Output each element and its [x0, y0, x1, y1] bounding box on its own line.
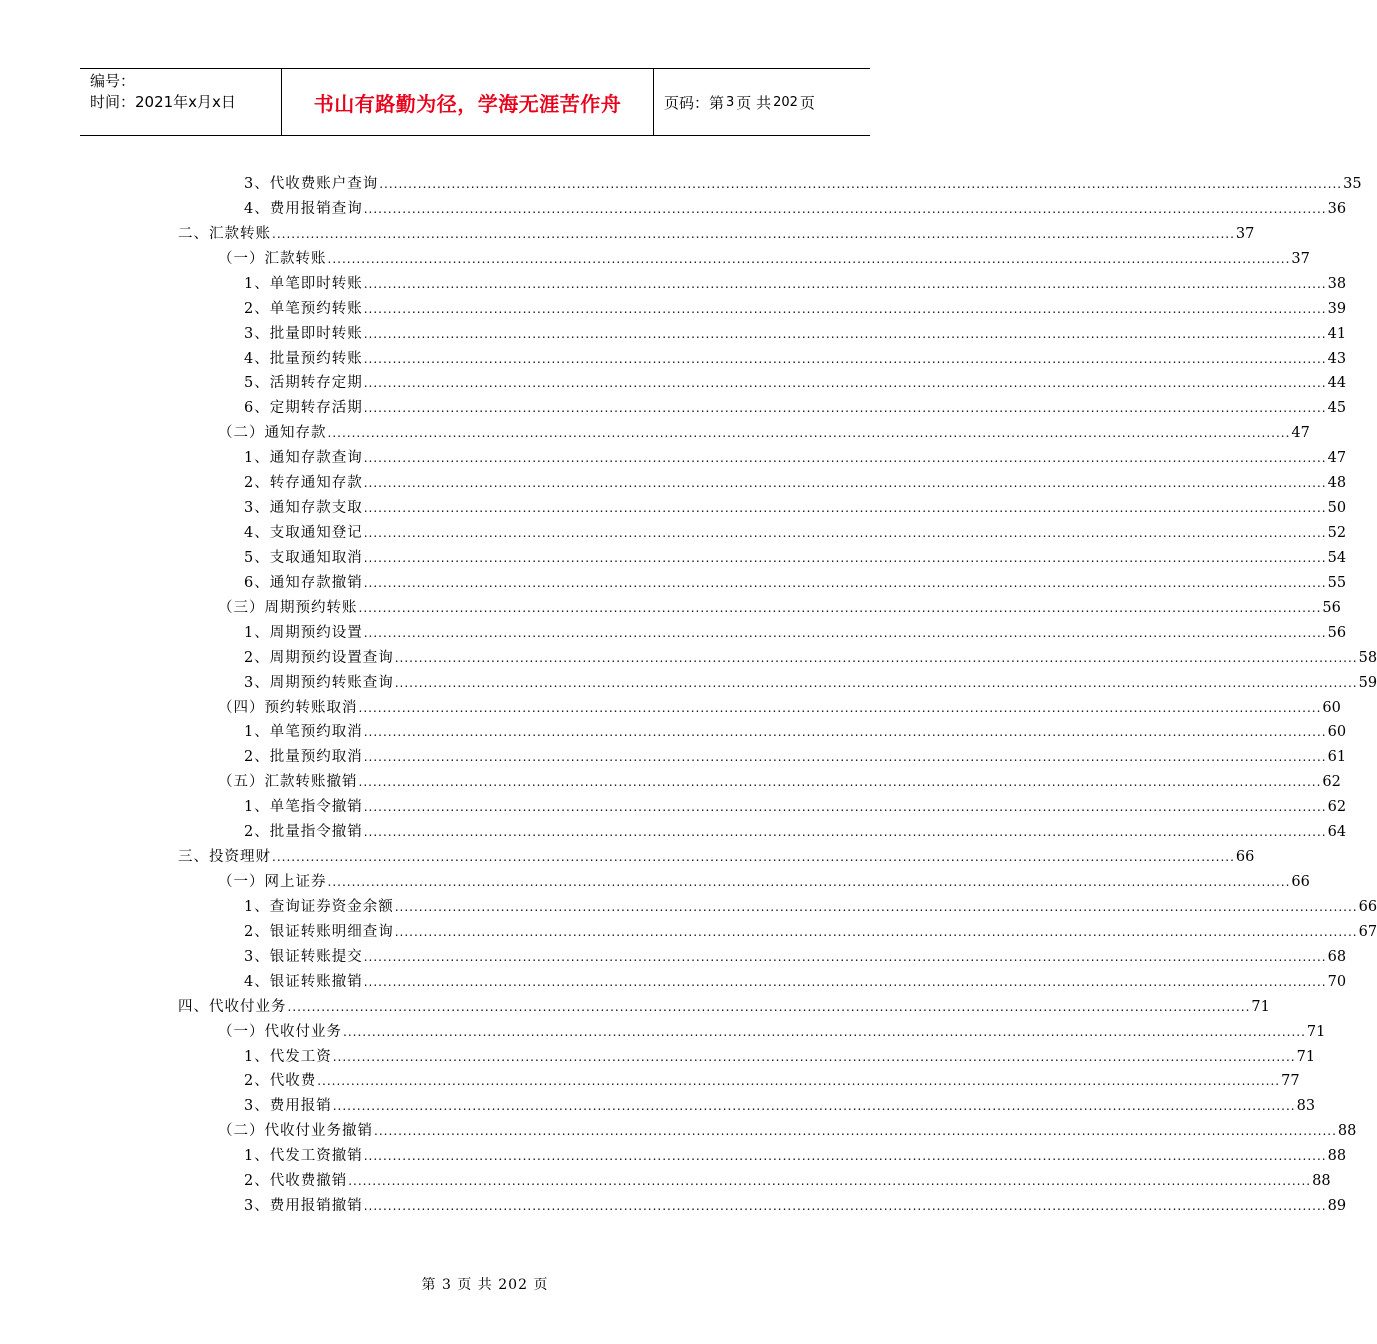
toc-entry-page: 60 — [1322, 699, 1341, 716]
toc-entry-page: 59 — [1358, 674, 1377, 691]
toc-entry-page: 88 — [1337, 1123, 1357, 1140]
toc-entry-label: （三）周期预约转账 — [218, 599, 358, 616]
toc-entry[interactable] — [244, 272, 1347, 297]
toc-entry-label: 2、代收费撤销 — [244, 1173, 348, 1190]
toc-leader-dots: ........................................................................................................................................................................................................ — [363, 451, 1327, 466]
toc-entry-label: （二）代收付业务撤销 — [218, 1123, 373, 1140]
toc-entry[interactable] — [218, 1119, 1357, 1144]
toc-leader-dots: ........................................................................................................................................................................................................ — [358, 775, 1322, 790]
toc-entry[interactable] — [244, 621, 1347, 646]
toc-entry-page: 43 — [1327, 350, 1347, 367]
toc-leader-dots: ........................................................................................................................................................................................................ — [272, 850, 1235, 865]
toc-entry-label: 2、批量预约取消 — [244, 749, 363, 766]
toc-entry-page: 71 — [1251, 998, 1270, 1015]
header-page-suffix: 页 — [799, 93, 815, 112]
toc-entry-page: 77 — [1281, 1073, 1300, 1090]
toc-entry[interactable] — [244, 720, 1347, 745]
document-number-label: 编号： — [90, 72, 136, 90]
toc-entry-page: 88 — [1312, 1173, 1331, 1190]
toc-entry[interactable] — [218, 1020, 1326, 1045]
toc-entry-label: （一）汇款转账 — [218, 250, 327, 267]
toc-leader-dots: ........................................................................................................................................................................................................ — [332, 1049, 1296, 1064]
toc-entry[interactable] — [244, 671, 1377, 696]
toc-entry-label: 3、批量即时转账 — [244, 325, 363, 342]
toc-entry-label: 3、银证转账提交 — [244, 948, 363, 965]
toc-entry-page: 60 — [1327, 724, 1347, 741]
toc-leader-dots: ........................................................................................................................................................................................................ — [363, 1199, 1327, 1214]
toc-entry[interactable] — [244, 297, 1347, 322]
toc-entry[interactable] — [218, 696, 1341, 721]
toc-entry[interactable] — [244, 945, 1347, 970]
toc-leader-dots: ........................................................................................................................................................................................................ — [394, 675, 1358, 690]
header-page-cell — [654, 69, 870, 135]
toc-leader-dots: ........................................................................................................................................................................................................ — [363, 526, 1327, 541]
toc-entry-label: 3、周期预约转账查询 — [244, 674, 394, 691]
toc-entry[interactable] — [244, 446, 1347, 471]
toc-entry[interactable] — [178, 845, 1255, 870]
toc-leader-dots: ........................................................................................................................................................................................................ — [394, 924, 1358, 939]
toc-leader-dots: ........................................................................................................................................................................................................ — [394, 899, 1358, 914]
toc-entry[interactable] — [244, 521, 1347, 546]
toc-leader-dots: ........................................................................................................................................................................................................ — [363, 326, 1327, 341]
toc-entry-label: 4、银证转账撤销 — [244, 973, 363, 990]
toc-leader-dots: ........................................................................................................................................................................................................ — [363, 1149, 1327, 1164]
footer-total-pages: 202 — [498, 1277, 528, 1293]
toc-leader-dots: ........................................................................................................................................................................................................ — [358, 600, 1322, 615]
toc-entry[interactable] — [218, 870, 1310, 895]
toc-entry[interactable] — [244, 172, 1362, 197]
toc-leader-dots: ........................................................................................................................................................................................................ — [327, 251, 1291, 266]
toc-entry[interactable] — [244, 1169, 1331, 1194]
toc-entry[interactable] — [178, 222, 1255, 247]
toc-entry-page: 45 — [1327, 400, 1347, 417]
toc-entry-label: 5、活期转存定期 — [244, 375, 363, 392]
toc-leader-dots: ........................................................................................................................................................................................................ — [374, 1124, 1337, 1139]
toc-entry-label: 3、费用报销撤销 — [244, 1198, 363, 1215]
toc-leader-dots: ........................................................................................................................................................................................................ — [363, 949, 1327, 964]
toc-entry-label: 1、单笔预约取消 — [244, 724, 363, 741]
toc-entry-label: 2、单笔预约转账 — [244, 300, 363, 317]
toc-entry[interactable] — [244, 920, 1377, 945]
toc-entry-page: 44 — [1327, 375, 1347, 392]
toc-entry-label: 1、通知存款查询 — [244, 450, 363, 467]
toc-entry-label: （一）网上证券 — [218, 874, 327, 891]
toc-entry-label: 4、支取通知登记 — [244, 525, 363, 542]
toc-entry-label: 1、代发工资撤销 — [244, 1148, 363, 1165]
header-page-current: 3 — [726, 94, 735, 110]
toc-entry[interactable] — [244, 347, 1347, 372]
toc-entry-page: 89 — [1327, 1198, 1347, 1215]
toc-entry[interactable] — [244, 795, 1347, 820]
toc-leader-dots: ........................................................................................................................................................................................................ — [363, 351, 1327, 366]
toc-entry-label: 1、周期预约设置 — [244, 624, 363, 641]
toc-entry-label: 4、费用报销查询 — [244, 200, 363, 217]
footer-current-page: 3 — [441, 1277, 452, 1293]
toc-entry[interactable] — [244, 1094, 1316, 1119]
toc-entry-label: 5、支取通知取消 — [244, 549, 363, 566]
toc-entry-label: 6、通知存款撤销 — [244, 574, 363, 591]
toc-entry-label: 2、周期预约设置查询 — [244, 649, 394, 666]
toc-entry-label: （二）通知存款 — [218, 425, 327, 442]
toc-entry[interactable] — [218, 247, 1310, 272]
toc-entry[interactable] — [244, 1045, 1316, 1070]
toc-entry[interactable] — [244, 820, 1347, 845]
toc-entry-page: 39 — [1327, 300, 1347, 317]
toc-leader-dots: ........................................................................................................................................................................................................ — [327, 426, 1291, 441]
toc-entry-label: 2、银证转账明细查询 — [244, 923, 394, 940]
page-footer — [0, 1274, 950, 1294]
toc-entry-label: 4、批量预约转账 — [244, 350, 363, 367]
toc-entry[interactable] — [244, 546, 1347, 571]
toc-leader-dots: ........................................................................................................................................................................................................ — [363, 625, 1327, 640]
toc-entry-page: 56 — [1322, 599, 1341, 616]
toc-entry-page: 47 — [1291, 425, 1310, 442]
toc-entry[interactable] — [244, 895, 1377, 920]
toc-leader-dots: ........................................................................................................................................................................................................ — [363, 725, 1327, 740]
toc-entry[interactable] — [244, 1069, 1300, 1094]
toc-leader-dots: ........................................................................................................................................................................................................ — [363, 800, 1327, 815]
document-time-label: 时间：2021年x月x日 — [90, 93, 236, 111]
toc-entry-label: 2、批量指令撤销 — [244, 824, 363, 841]
toc-entry-page: 38 — [1327, 275, 1347, 292]
toc-entry-label: （一）代收付业务 — [218, 1023, 342, 1040]
toc-entry[interactable] — [244, 371, 1347, 396]
toc-entry-page: 35 — [1343, 176, 1362, 192]
toc-leader-dots: ........................................................................................................................................................................................................ — [363, 476, 1327, 491]
toc-entry-label: 2、转存通知存款 — [244, 475, 363, 492]
toc-entry-label: 3、通知存款支取 — [244, 500, 363, 517]
toc-entry-label: 6、定期转存活期 — [244, 400, 363, 417]
toc-entry-label: （四）预约转账取消 — [218, 699, 358, 716]
toc-entry-page: 71 — [1306, 1023, 1326, 1040]
toc-leader-dots: ........................................................................................................................................................................................................ — [363, 376, 1327, 391]
toc-entry-page: 88 — [1327, 1148, 1347, 1165]
toc-entry-label: 1、单笔即时转账 — [244, 275, 363, 292]
toc-entry-page: 62 — [1327, 799, 1347, 816]
toc-entry[interactable] — [244, 496, 1347, 521]
toc-leader-dots: ........................................................................................................................................................................................................ — [272, 226, 1235, 241]
toc-entry-page: 71 — [1296, 1048, 1316, 1065]
toc-entry-page: 67 — [1358, 923, 1377, 940]
toc-entry-page: 70 — [1327, 973, 1347, 990]
toc-entry[interactable] — [178, 995, 1270, 1020]
toc-entry-label: 四、代收付业务 — [178, 998, 287, 1015]
toc-leader-dots: ........................................................................................................................................................................................................ — [317, 1074, 1281, 1089]
toc-entry-page: 66 — [1358, 898, 1377, 915]
toc-entry-page: 47 — [1327, 450, 1347, 467]
toc-entry-page: 62 — [1322, 774, 1341, 791]
toc-leader-dots: ........................................................................................................................................................................................................ — [358, 700, 1322, 715]
toc-leader-dots: ........................................................................................................................................................................................................ — [363, 550, 1327, 565]
toc-entry[interactable] — [244, 322, 1347, 347]
toc-entry[interactable] — [218, 596, 1341, 621]
header-meta-cell — [80, 69, 282, 135]
toc-entry[interactable] — [244, 1194, 1347, 1219]
toc-entry-page: 52 — [1327, 525, 1347, 542]
footer-mid: 页 共 — [457, 1277, 493, 1293]
toc-leader-dots: ........................................................................................................................................................................................................ — [363, 575, 1327, 590]
header-motto-cell — [282, 69, 654, 135]
toc-entry[interactable] — [244, 646, 1377, 671]
header-page-total: 202 — [773, 94, 798, 110]
toc-entry-page: 66 — [1291, 874, 1310, 891]
toc-entry-page: 64 — [1327, 824, 1347, 841]
toc-entry-label: 1、单笔指令撤销 — [244, 799, 363, 816]
toc-leader-dots: ........................................................................................................................................................................................................ — [363, 301, 1327, 316]
header-page-prefix: 页码：第 — [664, 93, 725, 112]
toc-entry-page: 50 — [1327, 500, 1347, 517]
toc-leader-dots: ........................................................................................................................................................................................................ — [363, 401, 1327, 416]
toc-entry-label: 3、费用报销 — [244, 1098, 332, 1115]
toc-entry-label: 2、代收费 — [244, 1073, 317, 1090]
toc-entry-page: 55 — [1327, 574, 1347, 591]
toc-entry[interactable] — [244, 571, 1347, 596]
toc-entry[interactable] — [244, 197, 1347, 222]
toc-entry-page: 61 — [1327, 749, 1347, 766]
toc-entry[interactable] — [218, 421, 1310, 446]
header-page-mid: 页 共 — [736, 93, 772, 112]
toc-entry-page: 54 — [1327, 549, 1347, 566]
toc-entry[interactable] — [244, 745, 1347, 770]
toc-leader-dots: ........................................................................................................................................................................................................ — [363, 276, 1327, 291]
toc-leader-dots: ........................................................................................................................................................................................................ — [343, 1024, 1306, 1039]
toc-entry[interactable] — [244, 396, 1347, 421]
toc-leader-dots: ........................................................................................................................................................................................................ — [363, 750, 1327, 765]
toc-leader-dots: ........................................................................................................................................................................................................ — [327, 875, 1291, 890]
footer-prefix: 第 — [421, 1277, 437, 1293]
toc-leader-dots: ........................................................................................................................................................................................................ — [287, 999, 1251, 1014]
toc-entry-label: 1、代发工资 — [244, 1048, 332, 1065]
toc-entry-page: 36 — [1327, 200, 1347, 217]
toc-entry-page: 48 — [1327, 475, 1347, 492]
header-motto: 书山有路勤为径，学海无涯苦作舟 — [313, 91, 622, 116]
toc-entry-label: 三、投资理财 — [178, 849, 271, 866]
toc-leader-dots: ........................................................................................................................................................................................................ — [394, 650, 1358, 665]
toc-entry[interactable] — [244, 471, 1347, 496]
toc-entry-label: 二、汇款转账 — [178, 225, 271, 242]
toc-entry-page: 41 — [1327, 325, 1347, 342]
toc-entry-page: 68 — [1327, 948, 1347, 965]
toc-leader-dots: ........................................................................................................................................................................................................ — [348, 1174, 1312, 1189]
toc-entry-page: 37 — [1235, 225, 1255, 242]
page-header — [80, 68, 870, 136]
toc-leader-dots: ........................................................................................................................................................................................................ — [363, 201, 1327, 216]
toc-leader-dots: ........................................................................................................................................................................................................ — [363, 501, 1327, 516]
toc-entry[interactable] — [218, 770, 1341, 795]
toc-entry[interactable] — [244, 970, 1347, 995]
toc-entry-page: 37 — [1291, 250, 1310, 267]
toc-entry-label: （五）汇款转账撤销 — [218, 774, 358, 791]
toc-entry-page: 58 — [1358, 649, 1377, 666]
toc-leader-dots: ........................................................................................................................................................................................................ — [379, 177, 1343, 191]
footer-suffix: 页 — [533, 1277, 549, 1293]
toc-entry-page: 66 — [1235, 849, 1255, 866]
toc-entry-label: 1、查询证券资金余额 — [244, 898, 394, 915]
toc-entry-page: 56 — [1327, 624, 1347, 641]
toc-leader-dots: ........................................................................................................................................................................................................ — [363, 825, 1327, 840]
toc-entry-page: 83 — [1296, 1098, 1316, 1115]
toc-entry-label: 3、代收费账户查询 — [244, 176, 379, 192]
toc-leader-dots: ........................................................................................................................................................................................................ — [363, 974, 1327, 989]
toc-entry[interactable] — [244, 1144, 1347, 1169]
toc-leader-dots: ........................................................................................................................................................................................................ — [332, 1099, 1296, 1114]
